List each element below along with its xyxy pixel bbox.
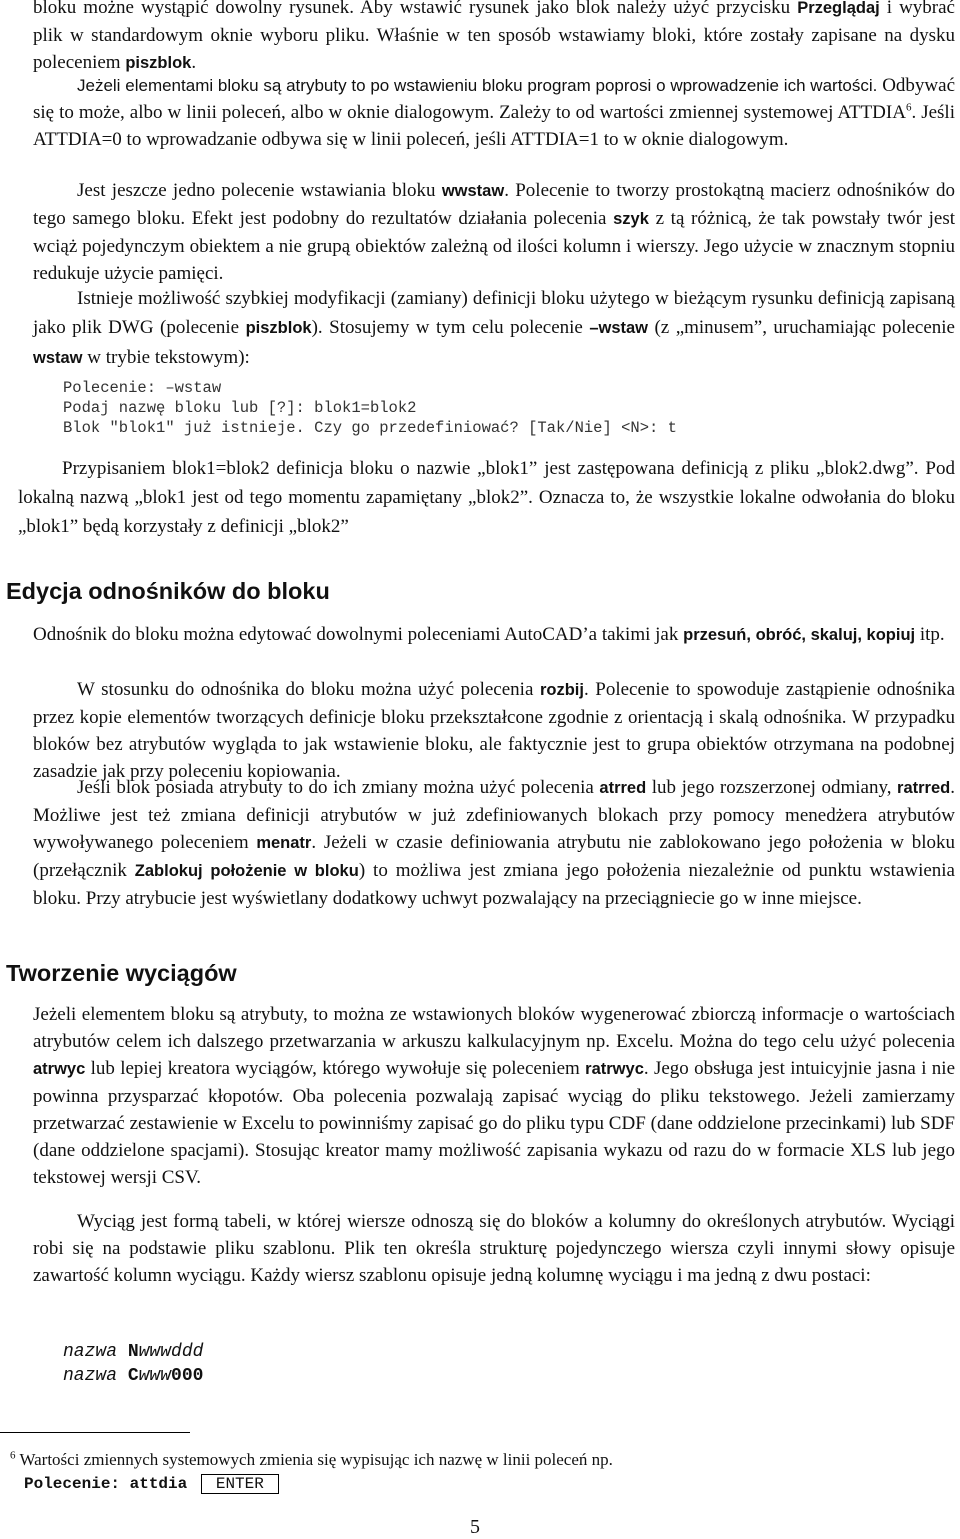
bold-term: piszblok bbox=[245, 319, 312, 337]
bold-term: Zablokuj położenie w bloku bbox=[134, 862, 359, 880]
bold-term: menatr bbox=[256, 834, 312, 852]
paragraph-atrred: Jeśli blok posiada atrybuty to do ich zmiany można użyć polecenia atrred lub jego rozszerzonej odmiany, ratrred. Możliwe jest też zmiana definicji atrybutów w już zdefiniowanych blokach przy pomocy menedżera atrybutów wywoływanego poleceniem menatr. Jeżeli w czasie definiowania atrybutu nie zablokowano jego położenia w bloku (przełącznik Zablokuj położenie w bloku) to możliwa jest zmiana jego położenia niezależnie od punktu wstawienia bloku. Przy atrybucie jest wyświetlany dodatkowy uchwyt pozwalający na przeciągniecie go w inne miejsce. bbox=[33, 777, 955, 909]
paragraph-insert-drawing: bloku możne wystąpić dowolny rysunek. Aby wstawić rysunek jako blok należy użyć przycisku Przeglądaj i wybrać plik w standardowym oknie wyboru pliku. Właśnie w ten sposób wstawiamy bloki, które zostały zapisane na dysku poleceniem piszblok. bbox=[33, 0, 955, 73]
bold-term: szyk bbox=[613, 210, 649, 228]
template-example: nazwa Nwwwddd nazwa Cwww000 bbox=[63, 1342, 204, 1386]
code-line: Polecenie: –wstaw bbox=[63, 379, 222, 397]
paragraph-attributes: Jeżeli elementami bloku są atrybuty to po wstawieniu bloku program poprosi o wprowadzenie ich wartości. Odbywać się to może, albo w linii poleceń, albo w oknie dialogowym. Zależy to od wartości zmiennej systemowej ATTDIA$^6$. Jeśli ATTDIA=0 to wprowadzanie odbywa się w linii poleceń, jeśli ATTDIA=1 to w oknie dialogowym. bbox=[33, 75, 955, 150]
bold-term: wwstaw bbox=[441, 182, 505, 200]
paragraph-rozbij: W stosunku do odnośnika do bloku można użyć polecenia rozbij. Polecenie to spowoduje zastąpienie odnośnika przez kopie elementów tworzących definicje bloku przekształcone zgodnie z orientacją i skalą odnośnika. W przypadku bloków bez atrybutów wygląda to jak wstawienie bloku, ale faktycznie jest to grupa obiektów otrzymana na podobnej zasadzie jak przy poleceniu kopiowania. bbox=[33, 679, 956, 782]
heading-edycja: Edycja odnośników do bloku bbox=[6, 578, 330, 604]
footnote-command: Polecenie: attdia ENTER bbox=[24, 1474, 279, 1494]
footnote-separator bbox=[0, 1432, 190, 1433]
bold-term: –wstaw bbox=[589, 319, 649, 337]
enter-key: ENTER bbox=[201, 1474, 279, 1494]
bold-term: ratrwyc bbox=[585, 1060, 644, 1078]
footnote-ref: 6 bbox=[905, 101, 912, 114]
paragraph-blok-assignment: Przypisaniem blok1=blok2 definicja bloku o nazwie „blok1” jest zastępowana definicją z pliku „blok2.dwg”. Pod lokalną nazwą „blok1 jest od tego momentu zapamiętany „blok2”. Oznacza to, że wszystkie lokalne odwołania do bloku „blok1” będą korzystały z definicji „blok2” bbox=[18, 458, 955, 537]
bold-term: rozbij bbox=[539, 681, 584, 699]
heading-wyciagi: Tworzenie wyciągów bbox=[6, 960, 237, 986]
paragraph-edit-commands: Odnośnik do bloku można edytować dowolnymi poleceniami AutoCAD’a takimi jak przesuń, obróć, skaluj, kopiuj itp. bbox=[33, 624, 945, 645]
command-line-example bbox=[63, 378, 677, 438]
bold-term: atrwyc bbox=[33, 1060, 86, 1078]
footnote: $^6$ Wartości zmiennych systemowych zmienia się wypisując ich nazwę w linii poleceń np. bbox=[10, 1449, 613, 1469]
code-line: Podaj nazwę bloku lub [?]: blok1=blok2 bbox=[63, 399, 417, 417]
bold-term: piszblok bbox=[125, 54, 192, 72]
paragraph-extracts: Jeżeli elementem bloku są atrybuty, to można ze wstawionych bloków wygenerować zbiorczą informacje o wartościach atrybutów celem ich dalszego przetwarzania w arkuszu kalkulacyjnym np. Excelu. Można do tego celu użyć polecenia atrwyc lub lepiej kreatora wyciągów, którego wywołuje się poleceniem ratrwyc. Jego obsługa jest intuicyjnie jasna i nie powinna przysparzać kłopotów. Oba polecenia pozwalają zapisać wyciąg do pliku tekstowego. Jeżeli zamierzamy przetwarzać zestawienie w Excelu to powinniśmy zapisać go do pliku typu CDF (dane oddzielone przecinkami) lub SDF (dane oddzielone spacjami). Stosując kreator mamy możliwość zapisania wykazu od razu do w formacie XLS lub jego tekstowej wersji CSV. bbox=[33, 1004, 956, 1188]
paragraph-redefine-block: Istnieje możliwość szybkiej modyfikacji (zamiany) definicji bloku użytego w bieżącym rysunku definicją zapisaną jako plik DWG (polecenie piszblok). Stosujemy w tym celu polecenie –wstaw (z „minusem”, uruchamiając polecenie wstaw w trybie tekstowym): bbox=[33, 288, 955, 368]
bold-term: wstaw bbox=[33, 349, 83, 367]
paragraph-template: Wyciąg jest formą tabeli, w której wiersze odnoszą się do bloków a kolumny do określonych atrybutów. Wyciągi robi się na podstawie pliku szablonu. Plik ten określa strukturę pojedynczego wiersza czyli innymi słowy opisuje zawartość kolumn wyciągu. Każdy wiersz szablonu opisuje jedną kolumnę wyciągu i ma jedną z dwu postaci: bbox=[33, 1211, 955, 1286]
bold-term: atrred bbox=[599, 779, 647, 797]
bold-term: Przeglądaj bbox=[797, 0, 880, 17]
page-number: 5 bbox=[470, 1516, 480, 1538]
code-line: Blok "blok1" już istnieje. Czy go przedefiniować? [Tak/Nie] <N>: t bbox=[63, 419, 677, 437]
paragraph-wwstaw: Jest jeszcze jedno polecenie wstawiania bloku wwstaw. Polecenie to tworzy prostokątną macierz odnośników do tego samego bloku. Efekt jest podobny do rezultatów działania polecenia szyk z tą różnicą, że tak powstały twór jest wciąż pojedynczym obiektem a nie grupą obiektów zależną od ilości kolumn i wierszy. Jego użycie w znacznym stopniu redukuje użycie pamięci. bbox=[33, 180, 956, 284]
bold-term: ratrred bbox=[897, 779, 951, 797]
